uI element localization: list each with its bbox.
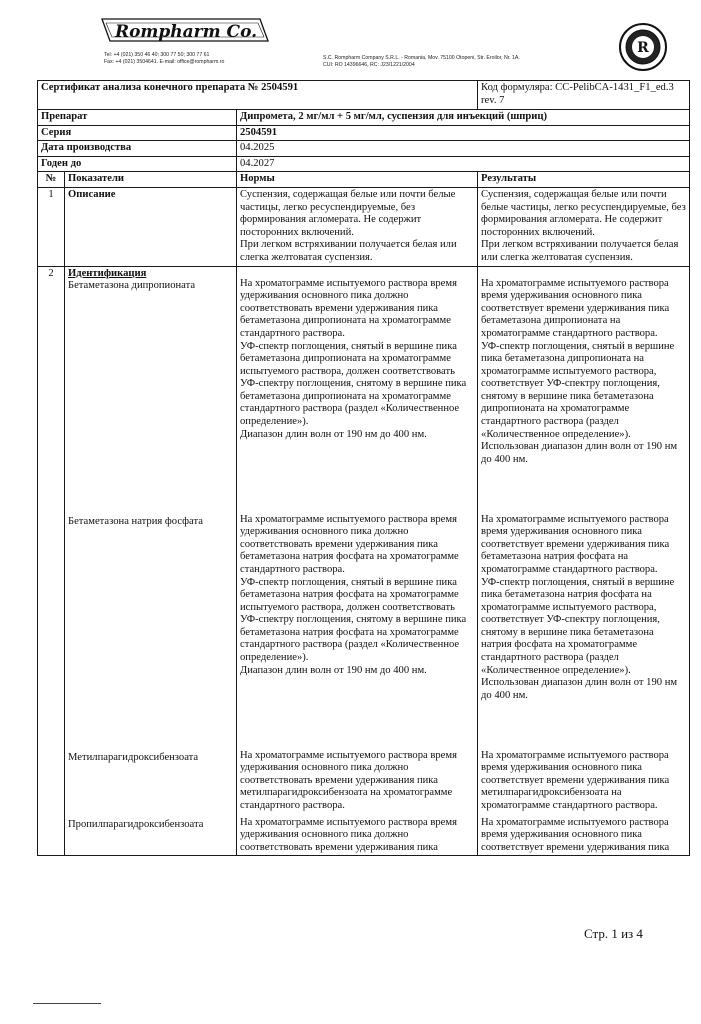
norm-text: При легком встряхивании получается белая или слегка желтоватая суспензия. [240,239,457,263]
result-text: На хроматограмме испытуемого раствора время удерживания основного пика соответствует времени удерживания пика бетаметазона дипропионата на хроматограмме стандартного раствора. [481,277,670,339]
result-text: Суспензия, содержащая белые или почти белые частицы, легко ресуспендируемые, без формирования агломерата. Не содержит посторонних включений. [481,188,686,238]
indicator-methylparahydroxybenzoate: Метилпарагидроксибензоата [68,752,199,764]
contact-fax: Fax: +4 (021) 3504641. E-mail: office@rompharm.ro [104,59,225,65]
norm-text: Диапазон длин волн от 190 нм до 400 нм. [240,664,427,676]
column-header-num: № [38,172,65,188]
logo-text: Rompharm Co. [114,22,258,42]
norm-description [237,187,478,266]
result-text: На хроматограмме испытуемого раствора время удерживания основного пика соответствует времени удерживания пика [481,816,670,853]
indicator-description: Описание [65,187,237,266]
result-block-dipropionate [481,278,686,514]
formula-code: Код формуляра: CC-PelibCA-1431_F1_ed.3 rev. 7 [478,81,690,110]
row-number: 1 [38,187,65,266]
meta-value: 04.2025 [237,141,690,157]
contacts [104,52,224,66]
contact-tel: Tel: +4 (021) 350 46 40; 300 77 50; 300 77 61 [104,52,210,58]
meta-value: 2504591 [237,125,690,141]
norm-text: На хроматограмме испытуемого раствора время удерживания основного пика должно соответствовать времени удерживания пика бетаметазона дипропионата на хроматограмме стандартного раствора. [240,277,457,339]
column-header-indicators: Показатели [65,172,237,188]
certificate-title-row [38,81,690,110]
result-text: На хроматограмме испытуемого раствора время удерживания основного пика соответствует времени удерживания пика метилпарагидроксибензоата на хроматограмме стандартного раствора. [481,749,670,811]
meta-label: Дата производства [38,141,237,157]
certificate-table [37,80,690,856]
norm-text: УФ-спектр поглощения, снятый в вершине пика бетаметазона натрия фосфата на хроматограмме испытуемого раствора, должен соответствовать УФ-спектру поглощения, снятому в вершине пика бетаметазона натрия фосфата на хроматограмме стандартного раствора (раздел «Количественное определение»). [240,576,467,664]
meta-value: Дипромета, 2 мг/мл + 5 мг/мл, суспензия для инъекций (шприц) [237,110,690,126]
norm-block-methylparaben [240,750,474,817]
result-text: На хроматограмме испытуемого раствора время удерживания основного пика соответствует времени удерживания пика бетаметазона натрия фосфата на хроматограмме стандартного раствора. [481,513,670,575]
norm-text: Диапазон длин волн от 190 нм до 400 нм. [240,428,427,440]
company-address [323,55,520,69]
table-row-description [38,187,690,266]
page-number: Стр. 1 из 4 [584,926,643,941]
result-text: Использован диапазон длин волн от 190 нм до 400 нм. [481,677,678,701]
identification-results [478,266,690,856]
seal-letter: R [637,40,649,56]
meta-row-product [38,110,690,126]
norm-text: УФ-спектр поглощения, снятый в вершине пика бетаметазона дипропионата на хроматограмме испытуемого раствора, должен соответствовать УФ-спектру поглощения, снятому в вершине пика бетаметазона дипропионата на хроматограмме стандартного раствора (раздел «Количественное определение»). [240,340,467,428]
column-header-norms: Нормы [237,172,478,188]
norm-block-sodium-phosphate [240,514,474,750]
meta-row-batch [38,125,690,141]
meta-label: Годен до [38,156,237,172]
norm-block-propylparaben [240,817,474,855]
norm-text: На хроматограмме испытуемого раствора время удерживания основного пика должно соответствовать времени удерживания пика метилпарагидроксибензоата на хроматограмме стандартного раствора. [240,749,457,811]
indicator-betamethasone-sodium-phosphate: Бетаметазона натрия фосфата [68,516,203,528]
norm-text: На хроматограмме испытуемого раствора время удерживания основного пика должно соответствовать времени удерживания пика бетаметазона натрия фосфата на хроматограмме стандартного раствора. [240,513,459,575]
table-row-identification [38,266,690,856]
result-block-methylparaben [481,750,686,817]
result-description [478,187,690,266]
meta-label: Серия [38,125,237,141]
company-seal [618,22,668,72]
meta-row-expiry [38,156,690,172]
indicator-propylparahydroxybenzoate: Пропилпарагидроксибензоата [68,819,204,831]
certificate-title: Сертификат анализа конечного препарата № 2504591 [38,81,478,110]
identification-norms [237,266,478,856]
result-text: При легком встряхивании получается белая или слегка желтоватая суспензия. [481,239,679,263]
footer-divider [33,1003,101,1004]
row-number: 2 [38,266,65,856]
column-header-row [38,172,690,188]
result-text: УФ-спектр поглощения, снятый в вершине пика бетаметазона дипропионата на хроматограмме испытуемого раствора, соответствует УФ-спектру поглощения, снятому в вершине пика бетаметазона дипропионата на хроматограмме стандартного раствора (раздел «Количественное определение»). [481,340,675,440]
result-block-sodium-phosphate [481,514,686,750]
meta-label: Препарат [38,110,237,126]
company-logo [100,14,270,48]
identification-title: Идентификация [68,267,147,279]
meta-row-manufacture-date [38,141,690,157]
indicator-betamethasone-dipropionate: Бетаметазона дипропионата [68,280,196,292]
identification-indicators [65,266,237,856]
result-text: Использован диапазон длин волн от 190 нм до 400 нм. [481,441,678,465]
company-line-1: S.C. Rompharm Company S.R.L. - Romania, Mov. 75100 Otopeni, Str. Eroilor, Nr. 1A. [323,55,520,61]
result-block-propylparaben [481,817,686,855]
norm-text: На хроматограмме испытуемого раствора время удерживания основного пика должно соответствовать времени удерживания пика [240,816,457,853]
column-header-results: Результаты [478,172,690,188]
meta-value: 04.2027 [237,156,690,172]
norm-block-dipropionate [240,278,474,514]
norm-text: Суспензия, содержащая белые или почти белые частицы, легко ресуспендируемые, без формирования агломерата. Не содержит посторонних включений. [240,188,456,238]
company-line-2: CUI: RO 14396646, RC: J23/1221/2004 [323,62,415,68]
result-text: УФ-спектр поглощения, снятый в вершине пика бетаметазона натрия фосфата на хроматограмме испытуемого раствора, соответствует УФ-спектру поглощения, снятому в вершине пика бетаметазона натрия фосфата на хроматограмме стандартного раствора (раздел «Количественное определение»). [481,576,675,676]
